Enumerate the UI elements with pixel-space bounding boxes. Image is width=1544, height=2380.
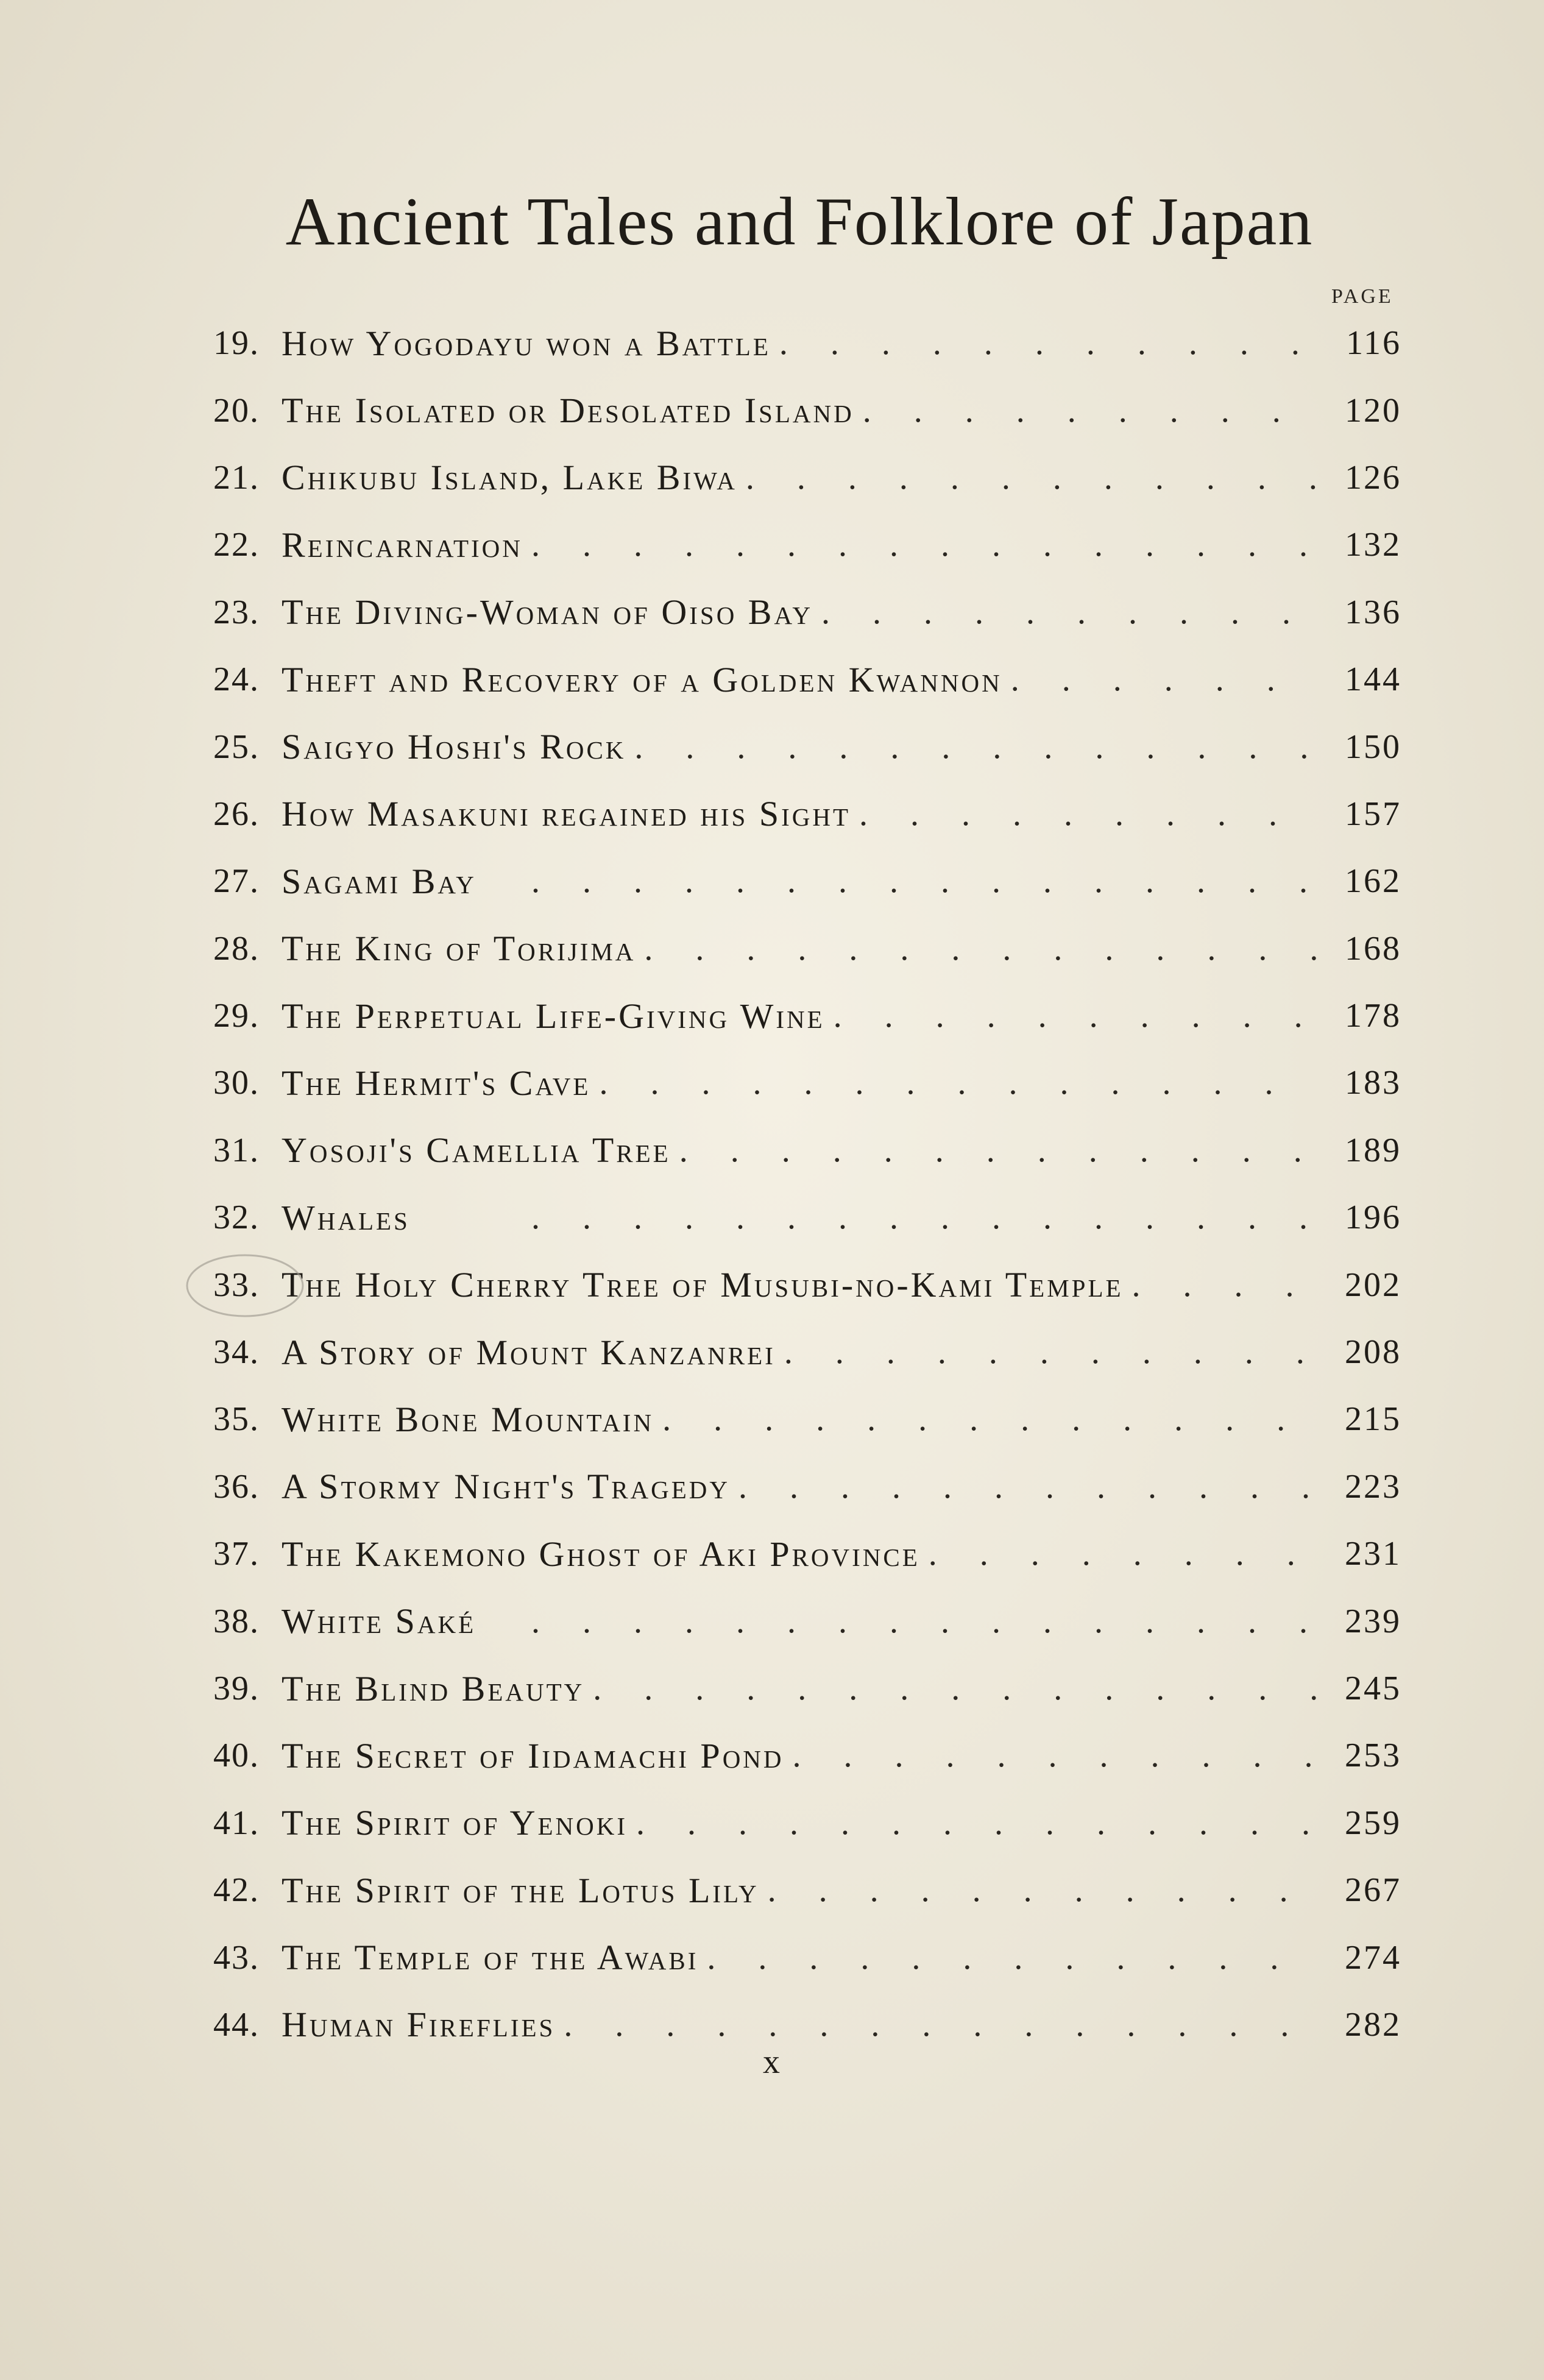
dot-leader (698, 1938, 1316, 1977)
dot-leader (1002, 660, 1316, 699)
entry-page: 274 (1345, 1938, 1401, 1977)
entry-number: 32. (213, 1199, 260, 1237)
entry-page: 178 (1345, 997, 1401, 1035)
dot-leader (590, 1063, 1316, 1102)
toc-entry (213, 1655, 1401, 1722)
entry-number: 33. (213, 1266, 260, 1304)
entry-page: 267 (1345, 1871, 1401, 1910)
entry-title: How Masakuni regained his Sight (282, 794, 851, 834)
toc-entry (213, 1924, 1401, 1991)
entry-title: White Bone Mountain (282, 1399, 654, 1439)
entry-title: Human Fireflies (282, 2005, 556, 2045)
entry-number: 19. (213, 324, 260, 363)
entry-number: 20. (213, 391, 260, 430)
table-of-contents (213, 310, 1401, 2058)
toc-entry (213, 713, 1401, 780)
toc-entry (213, 1857, 1401, 1924)
entry-number: 25. (213, 728, 260, 766)
toc-entry (213, 1319, 1401, 1386)
entry-page: 183 (1345, 1064, 1401, 1102)
page-title: Ancient Tales and Folklore of Japan (285, 184, 1314, 260)
entry-title: The Secret of Iidamachi Pond (282, 1735, 784, 1776)
entry-page: 231 (1345, 1535, 1401, 1573)
toc-entry (213, 982, 1401, 1049)
entry-number: 35. (213, 1400, 260, 1439)
entry-number: 34. (213, 1333, 260, 1372)
toc-entry (213, 579, 1401, 646)
page-column-label: PAGE (1331, 285, 1393, 308)
dot-leader (784, 1736, 1316, 1775)
dot-leader (1124, 1266, 1316, 1305)
entry-number: 37. (213, 1535, 260, 1573)
entry-number: 22. (213, 526, 260, 564)
dot-leader (737, 458, 1316, 497)
entry-number: 24. (213, 661, 260, 699)
dot-leader (759, 1871, 1316, 1910)
entry-title: Sagami Bay (282, 861, 476, 901)
entry-title: Reincarnation (282, 525, 523, 565)
entry-title: The Temple of the Awabi (282, 1938, 699, 1978)
toc-entry (213, 1117, 1401, 1184)
dot-leader (476, 1602, 1316, 1641)
entry-page: 168 (1345, 929, 1401, 968)
entry-title: The Holy Cherry Tree of Musubi-no-Kami Temple (282, 1265, 1124, 1305)
dot-leader (776, 1333, 1316, 1372)
dot-leader (920, 1534, 1316, 1573)
entry-title: The King of Torijima (282, 929, 636, 969)
toc-entry (213, 511, 1401, 578)
dot-leader (851, 795, 1316, 834)
toc-entry (213, 1049, 1401, 1116)
entry-page: 282 (1345, 2005, 1401, 2044)
dot-leader (771, 324, 1316, 363)
toc-entry (213, 781, 1401, 848)
dot-leader (584, 1669, 1316, 1708)
toc-entry (213, 377, 1401, 444)
dot-leader (730, 1467, 1316, 1506)
toc-entry (213, 1790, 1401, 1857)
entry-title: The Perpetual Life-Giving Wine (282, 996, 825, 1036)
entry-number: 41. (213, 1804, 260, 1842)
entry-page: 208 (1345, 1333, 1401, 1372)
entry-title: The Diving-Woman of Oiso Bay (282, 592, 813, 632)
entry-title: A Stormy Night's Tragedy (282, 1467, 731, 1507)
toc-entry (213, 646, 1401, 713)
entry-number: 44. (213, 2005, 260, 2044)
entry-page: 144 (1345, 661, 1401, 699)
entry-number: 26. (213, 795, 260, 833)
entry-title: Yosoji's Camellia Tree (282, 1130, 671, 1171)
toc-entry (213, 848, 1401, 915)
toc-entry (213, 1184, 1401, 1251)
dot-leader (636, 929, 1316, 968)
entry-page: 136 (1345, 593, 1401, 631)
entry-title: Theft and Recovery of a Golden Kwannon (282, 659, 1002, 699)
entry-number: 21. (213, 458, 260, 497)
entry-number: 30. (213, 1064, 260, 1102)
dot-leader (628, 1804, 1316, 1843)
entry-page: 189 (1345, 1131, 1401, 1169)
entry-page: 215 (1345, 1400, 1401, 1439)
entry-number: 42. (213, 1871, 260, 1910)
entry-number: 29. (213, 997, 260, 1035)
entry-page: 239 (1345, 1602, 1401, 1640)
entry-title: The Kakemono Ghost of Aki Province (282, 1534, 920, 1574)
entry-page: 253 (1345, 1737, 1401, 1775)
entry-title: How Yogodayu won a Battle (282, 323, 771, 363)
entry-number: 40. (213, 1737, 260, 1775)
page-folio: x (763, 2043, 781, 2081)
toc-entry (213, 1453, 1401, 1520)
dot-leader (410, 1198, 1316, 1237)
entry-number: 39. (213, 1670, 260, 1707)
entry-page: 259 (1345, 1804, 1401, 1842)
toc-entry (213, 915, 1401, 982)
toc-entry (213, 444, 1401, 511)
entry-page: 196 (1345, 1199, 1401, 1237)
entry-title: Chikubu Island, Lake Biwa (282, 458, 737, 498)
entry-title: A Story of Mount Kanzanrei (282, 1332, 776, 1372)
entry-title: Saigyo Hoshi's Rock (282, 727, 626, 767)
entry-page: 150 (1345, 728, 1401, 766)
toc-entry (213, 310, 1401, 377)
dot-leader (854, 391, 1316, 430)
entry-page: 223 (1345, 1467, 1401, 1506)
entry-page: 132 (1345, 526, 1401, 564)
dot-leader (671, 1131, 1316, 1170)
dot-leader (626, 728, 1316, 767)
entry-page: 120 (1345, 391, 1401, 430)
dot-leader (654, 1400, 1316, 1439)
toc-entry (213, 1722, 1401, 1789)
entry-number: 43. (213, 1938, 260, 1977)
toc-entry (213, 1520, 1401, 1587)
entry-page: 157 (1345, 795, 1401, 833)
entry-number: 27. (213, 862, 260, 901)
entry-page: 162 (1345, 862, 1401, 901)
entry-number: 38. (213, 1602, 260, 1640)
entry-number: 23. (213, 593, 260, 631)
entry-title: Whales (282, 1197, 410, 1238)
entry-title: White Saké (282, 1601, 476, 1642)
entry-title: The Spirit of Yenoki (282, 1803, 628, 1843)
toc-entry (213, 1587, 1401, 1654)
pencil-circle-mark (178, 1249, 318, 1347)
entry-title: The Spirit of the Lotus Lily (282, 1870, 759, 1910)
entry-page: 245 (1345, 1670, 1401, 1707)
entry-number: 28. (213, 929, 260, 968)
entry-page: 116 (1346, 324, 1401, 363)
entry-title: The Isolated or Desolated Island (282, 391, 854, 431)
entry-title: The Blind Beauty (282, 1668, 585, 1709)
dot-leader (555, 2005, 1316, 2044)
dot-leader (476, 862, 1316, 901)
entry-number: 31. (213, 1131, 260, 1169)
toc-entry (213, 1251, 1401, 1318)
dot-leader (825, 996, 1316, 1035)
entry-number: 36. (213, 1467, 260, 1506)
entry-page: 126 (1345, 458, 1401, 497)
entry-title: The Hermit's Cave (282, 1063, 591, 1103)
entry-page: 202 (1345, 1266, 1401, 1304)
toc-entry (213, 1386, 1401, 1453)
dot-leader (813, 593, 1316, 632)
dot-leader (523, 525, 1316, 564)
